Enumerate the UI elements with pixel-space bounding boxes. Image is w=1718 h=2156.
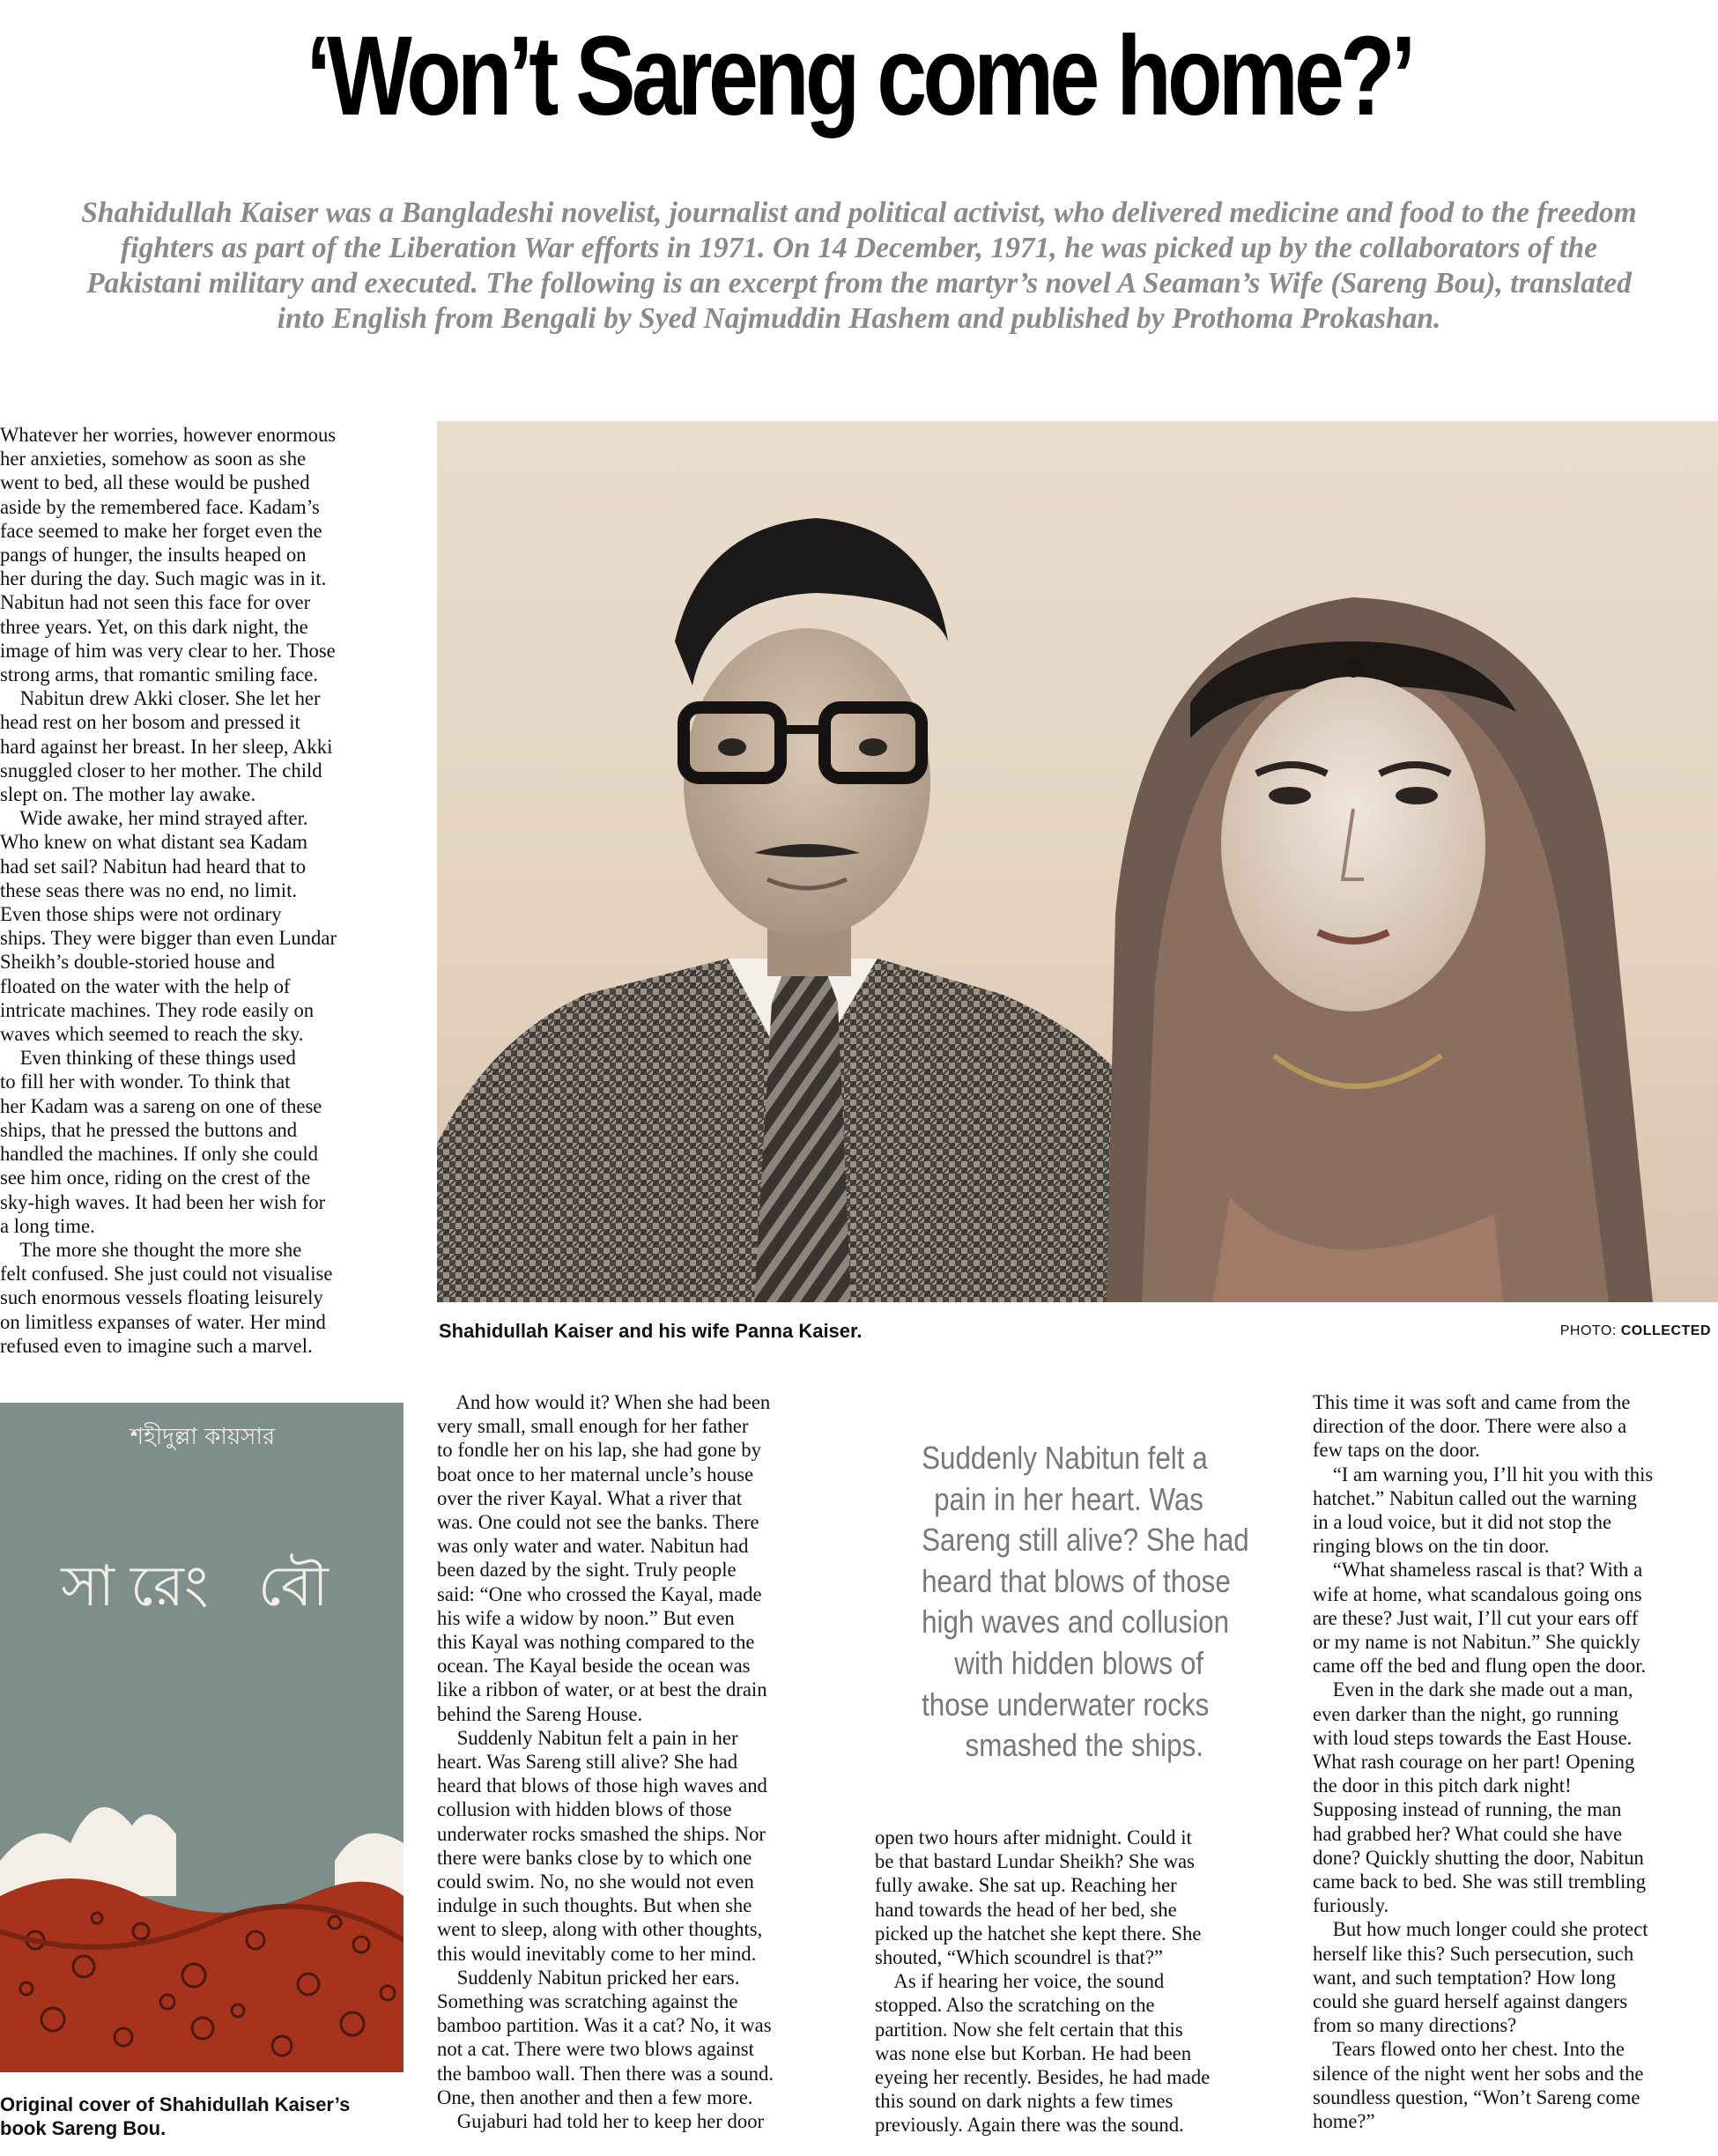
article-column-1: Whatever her worries, however enormous her anxieties, somehow as soon as she went to bed, all these would be pushed aside by the remembered face. Kadam’s face seemed to make her forget even the pangs of hunger, the insults heaped on her during the day. Such magic was in it. Nabitun had not seen this face for over three years. Yet, on this dark night, the image of him was very clear to her. Those strong arms, that romantic smiling face. Nabitun drew Akki closer. She let her head rest on her bosom and pressed it hard against her breast. In her sleep, Akki snuggled closer to her mother. The child slept on. The mother lay awake. Wide awake, her mind strayed after. Who knew on what distant sea Kadam had set sail? Nabitun had heard that to these seas there was no end, no limit. Even those ships were not ordinary ships. They were bigger than even Lundar Sheikh’s double-storied house and floated on the water with the help of intricate machines. They rode easily on waves which seemed to reach the sky. Even thinking of these things used to fill her with wonder. To think that her Kadam was a sareng on one of these ships, that he pressed the buttons and handled the machines. If only she could see him once, riding on the crest of the sky-high waves. It had been her wish for a long time. The more she thought the more she felt confused. She just could not visualise such enormous vessels floating leisurely on limitless expanses of water. Her mind refused even to imagine such a marvel. bbox=[0, 424, 337, 1357]
cover-title-bengali: সারেং বৌ bbox=[61, 1554, 344, 1619]
photo-caption: Shahidullah Kaiser and his wife Panna Kaiser. bbox=[439, 1320, 863, 1342]
portrait-photo bbox=[437, 421, 1718, 1302]
portrait-illustration bbox=[437, 421, 1718, 1302]
book-cover-image bbox=[0, 1403, 404, 2072]
woman-bindi bbox=[1344, 658, 1363, 678]
cover-author-bengali: শহীদুল্লা কায়সার bbox=[130, 1424, 276, 1450]
photo-credit-value: COLLECTED bbox=[1620, 1323, 1711, 1338]
woman-face bbox=[1221, 677, 1485, 1011]
headline: ‘Won’t Sareng come home?’ bbox=[306, 13, 1412, 139]
photo-credit-label: PHOTO: bbox=[1559, 1323, 1617, 1338]
article-column-4: This time it was soft and came from the direction of the door. There were also a few taps on the door. “I am warning you, I’ll hit you with this hatchet.” Nabitun called out the warning in a loud voice, but it did not stop the ringing blows on the tin door. “What shameless rascal is that? With a wife at home, what scandalous going ons are these? Just wait, I’ll cut your ears off or my name is not Nabitun.” She quickly came off the bed and flung open the door. Even in the dark she made out a man, even darker than the night, go running with loud steps towards the East House. What rash courage on her part! Opening the door in this pitch dark night! Supposing instead of running, the man had grabbed her? What could she have done? Quickly shutting the door, Nabitun came back to bed. She was still trembling furiously. But how much longer could she protect herself like this? Such persecution, such want, and such temptation? How long could she guard herself against dangers from so many directions? Tears flowed onto her chest. Into the silence of the night went her sobs and the soundless question, “Won’t Sareng come home?” bbox=[1313, 1391, 1654, 2133]
pull-quote: Suddenly Nabitun felt a pain in her heart. Was Sareng still alive? She had heard that blows of those high waves and collusion with hidden blows of those underwater rocks smashed the ships. bbox=[922, 1440, 1249, 1764]
intro-standfirst: Shahidullah Kaiser was a Bangladeshi novelist, journalist and political activist, who delivered medicine and food to the freedom fighters as part of the Liberation War efforts in 1971. On 14 December, 1971, he was picked up by the collaborators of the Pakistani military and executed. The following is an excerpt from the martyr’s novel A Seaman’s Wife (Sareng Bou), translated into English from Bengali by Syed Najmuddin Hashem and published by Prothoma Prokashan. bbox=[81, 196, 1637, 335]
photo-credit bbox=[1445, 1323, 1711, 1339]
article-column-3: open two hours after midnight. Could it be that bastard Lundar Sheikh? She was fully awake. She sat up. Reaching her hand towards the head of her bed, she picked up the hatchet she kept there. She shouted, “Which scoundrel is that?” As if hearing her voice, the sound stopped. Also the scratching on the partition. Now she felt certain that this was none else but Korban. He had been eyeing her recently. Besides, he had made this sound on dark nights a few times previously. Again there was the sound. bbox=[875, 1826, 1211, 2137]
article-column-2: And how would it? When she had been very small, small enough for her father to fondle her on his lap, she had gone by boat once to her maternal uncle’s house over the river Kayal. What a river that was. One could not see the banks. There was only water and water. Nabitun had been dazed by the sight. Truly people said: “One who crossed the Kayal, made his wife a widow by noon.” But even this Kayal was nothing compared to the ocean. The Kayal beside the ocean was like a ribbon of water, or at best the drain behind the Sareng House. Suddenly Nabitun felt a pain in her heart. Was Sareng still alive? She had heard that blows of those high waves and collusion with hidden blows of those underwater rocks smashed the ships. Nor there were banks close by to which one could swim. No, no she would not even indulge in such thoughts. But when she went to sleep, along with other thoughts, this would inevitably come to her mind. Suddenly Nabitun pricked her ears. Something was scratching against the bamboo partition. Was it a cat? No, it was not a cat. There were two blows against the bamboo wall. Then there was a sound. One, then another and then a few more. Gujaburi had told her to keep her door bbox=[437, 1391, 774, 2133]
cover-landscape-art bbox=[0, 1403, 404, 2072]
cover-caption: Original cover of Shahidullah Kaiser’s book Sareng Bou. bbox=[0, 2093, 351, 2139]
